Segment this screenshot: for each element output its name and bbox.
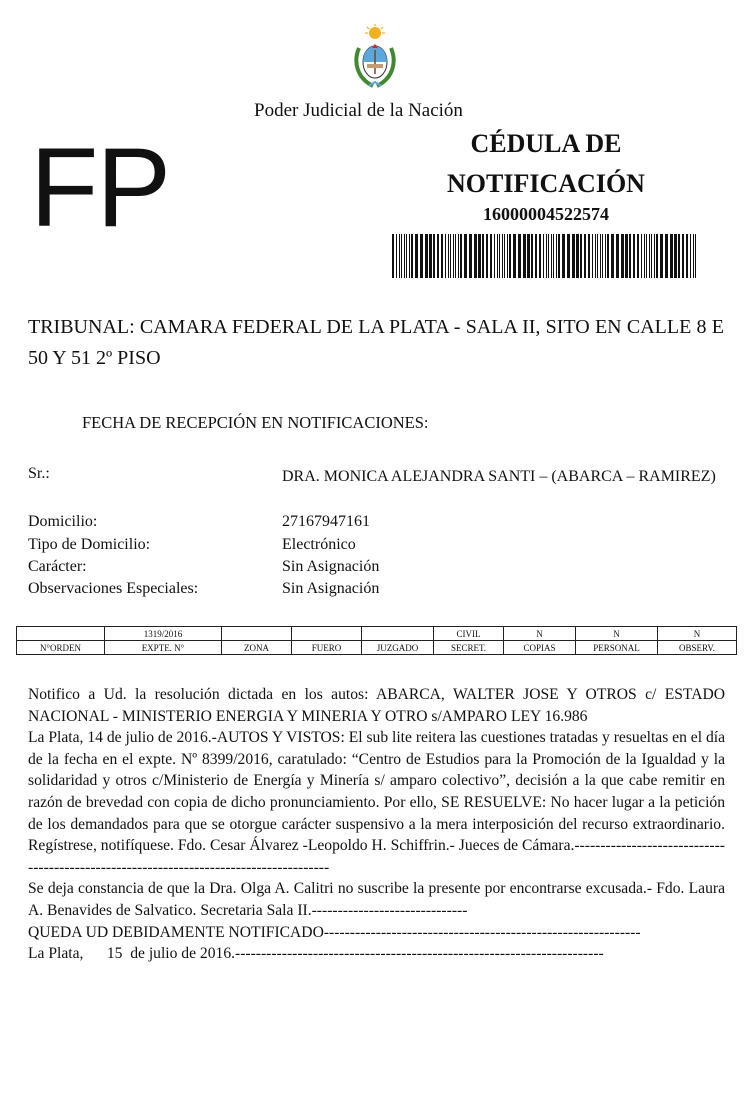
barcode-bar (433, 234, 435, 278)
expedient-table (16, 626, 737, 655)
table-cell: N (658, 627, 737, 641)
barcode-bar (527, 234, 530, 278)
reception-date-label: FECHA DE RECEPCIÓN EN NOTIFICACIONES: (82, 413, 429, 432)
barcode-bar (576, 234, 579, 278)
barcode-bar (437, 234, 439, 278)
barcode-bar (502, 234, 503, 278)
barcode-bar (674, 234, 677, 278)
table-header-row (17, 641, 737, 655)
barcode-bar (448, 234, 449, 278)
table-values-row (17, 627, 737, 641)
barcode-bar (649, 234, 650, 278)
barcode-bar (607, 234, 609, 278)
barcode-bar (507, 234, 508, 278)
domicilio-label: Domicilio: (28, 513, 98, 530)
barcode-bar (518, 234, 521, 278)
caracter-label: Carácter: (28, 558, 87, 575)
barcode-bar (682, 234, 684, 278)
table-cell: CIVIL (434, 627, 504, 641)
barcode-bar (441, 234, 443, 278)
barcode-bar (558, 234, 560, 278)
barcode-bar (695, 234, 696, 278)
barcode-bar (584, 234, 586, 278)
table-header-cell: PERSONAL (576, 641, 658, 655)
barcode-bar (548, 234, 549, 278)
notified-statement: QUEDA UD DEBIDAMENTE NOTIFICADO------------------------------------------------------------- (28, 923, 641, 941)
barcode-bar (551, 234, 552, 278)
table-header-cell: COPIAS (504, 641, 576, 655)
barcode-bar (616, 234, 619, 278)
barcode-bar (409, 234, 410, 278)
barcode-bar (396, 234, 397, 278)
document-number: 16000004522574 (483, 204, 609, 224)
barcode-bar (425, 234, 428, 278)
document-title-line2: NOTIFICACIÓN (447, 169, 645, 198)
observaciones-label: Observaciones Especiales: (28, 580, 199, 597)
barcode-bar (553, 234, 554, 278)
barcode-bar (460, 234, 462, 278)
barcode-bar (595, 234, 596, 278)
barcode-bar (478, 234, 481, 278)
barcode-bar (621, 234, 624, 278)
barcode-bar (602, 234, 603, 278)
constancia-text: Se deja constancia de que la Dra. Olga A. Calitri no suscribe la presente por encontrarse excusada.- Fdo. Laura A. Benavides de Salvatico. Secretaria Sala II.------------------------------ (28, 880, 725, 919)
observaciones-value: Sin Asignación (282, 580, 380, 597)
barcode-bar (464, 234, 467, 278)
tipo-domicilio-value: Electrónico (282, 536, 356, 553)
barcode-bar (572, 234, 575, 278)
barcode-bar (651, 234, 652, 278)
barcode-bar (420, 234, 423, 278)
barcode-bar (693, 234, 694, 278)
table-header-cell: EXPTE. N° (105, 641, 222, 655)
barcode-bar (523, 234, 526, 278)
tribunal-heading: TRIBUNAL: CAMARA FEDERAL DE LA PLATA - SALA II, SITO EN CALLE 8 E 50 Y 51 2º PISO (28, 316, 724, 369)
document-title (392, 124, 700, 204)
barcode-bar (535, 234, 537, 278)
barcode-bar (641, 234, 642, 278)
table-header-cell: JUZGADO (362, 641, 434, 655)
institution-name: Poder Judicial de la Nación (254, 100, 463, 121)
barcode-bar (509, 234, 511, 278)
barcode-bar (539, 234, 541, 278)
barcode-bar (567, 234, 570, 278)
barcode-bar (580, 234, 582, 278)
barcode-bar (625, 234, 628, 278)
barcode-bar (450, 234, 451, 278)
barcode-bar (665, 234, 668, 278)
barcode-bar (670, 234, 673, 278)
table-header-cell: N°ORDEN (17, 641, 105, 655)
table-header-cell: ZONA (222, 641, 292, 655)
barcode-bar (629, 234, 631, 278)
barcode-bar (633, 234, 635, 278)
barcode-bar (556, 234, 557, 278)
table-cell: 1319/2016 (105, 627, 222, 641)
barcode-bar (597, 234, 598, 278)
barcode-bar (513, 234, 516, 278)
barcode-bar (504, 234, 505, 278)
barcode-bar (404, 234, 405, 278)
barcode-bar (401, 234, 402, 278)
barcode-bar (429, 234, 432, 278)
barcode-bar (453, 234, 454, 278)
barcode-bar (592, 234, 593, 278)
barcode-bar (600, 234, 601, 278)
table-header-cell: FUERO (292, 641, 362, 655)
barcode-bar (415, 234, 418, 278)
table-cell: N (504, 627, 576, 641)
notification-intro: Notifico a Ud. la resolución dictada en los autos: ABARCA, WALTER JOSE Y OTROS c/ ESTADO NACIONAL - MINISTERIO ENERGIA Y MINERIA Y OTRO s/AMPARO LEY 16.986 (28, 686, 725, 725)
barcode-bar (546, 234, 547, 278)
barcode-bar (543, 234, 544, 278)
fp-logo: FP (30, 125, 170, 250)
barcode-bar (637, 234, 639, 278)
barcode-bar (399, 234, 400, 278)
barcode-bar (562, 234, 565, 278)
barcode-bar (392, 234, 394, 278)
table-header-cell: SECRET. (434, 641, 504, 655)
barcode-bar (494, 234, 495, 278)
tipo-domicilio-label: Tipo de Domicilio: (28, 536, 151, 553)
sr-value: DRA. MONICA ALEJANDRA SANTI – (ABARCA – RAMIREZ) (282, 468, 716, 485)
table-cell (222, 627, 292, 641)
barcode-bar (469, 234, 472, 278)
barcode-bar (611, 234, 614, 278)
barcode-bar (531, 234, 533, 278)
barcode (392, 234, 700, 278)
barcode-bar (686, 234, 688, 278)
argentina-coat-of-arms-icon (353, 24, 397, 90)
barcode-bar (588, 234, 590, 278)
barcode-bar (644, 234, 645, 278)
table-cell (362, 627, 434, 641)
domicilio-value: 27167947161 (282, 513, 370, 530)
barcode-bar (455, 234, 456, 278)
barcode-bar (497, 234, 498, 278)
barcode-bar (406, 234, 407, 278)
barcode-bar (646, 234, 647, 278)
notification-body (28, 684, 725, 965)
barcode-bar (499, 234, 500, 278)
caracter-value: Sin Asignación (282, 558, 380, 575)
barcode-bar (458, 234, 459, 278)
barcode-bar (654, 234, 655, 278)
barcode-bar (678, 234, 680, 278)
barcode-bar (490, 234, 492, 278)
barcode-bar (605, 234, 606, 278)
closing-date: La Plata, 15 de julio de 2016.----------------------------------------------------------------------- (28, 945, 604, 963)
table-header-cell: OBSERV. (658, 641, 737, 655)
barcode-bar (411, 234, 413, 278)
barcode-bar (660, 234, 663, 278)
barcode-bar (482, 234, 484, 278)
barcode-bar (486, 234, 488, 278)
resolution-text: La Plata, 14 de julio de 2016.-AUTOS Y VISTOS: El sub lite reitera las cuestiones tratadas y resueltas en el día de la fecha en el expte. Nº 8399/2016, caratulado: “Centro de Estudios para la Promoción de la Igualdad y la solidaridad y otros c/Ministerio de Energía y Minería s/ amparo colectivo”, decisión a la que cabe remitir en razón de brevedad con copia de dicho pronunciamiento. Por ello, SE RESUELVE: No hacer lugar a la petición de los demandados para que se otorgue carácter suspensivo a la mera interposición del recurso extraordinario. Regístrese, notifíquese. Fdo. Cesar Álvarez -Leopoldo H. Schiffrin.- Jueces de Cámara.--------------------------------------------------------------------------------------- (28, 729, 725, 876)
barcode-bar (690, 234, 691, 278)
table-cell (17, 627, 105, 641)
sr-label: Sr.: (28, 465, 50, 482)
document-title-line1: CÉDULA DE (470, 129, 622, 158)
barcode-bar (656, 234, 658, 278)
table-cell: N (576, 627, 658, 641)
barcode-bar (445, 234, 446, 278)
table-cell (292, 627, 362, 641)
barcode-bar (474, 234, 477, 278)
